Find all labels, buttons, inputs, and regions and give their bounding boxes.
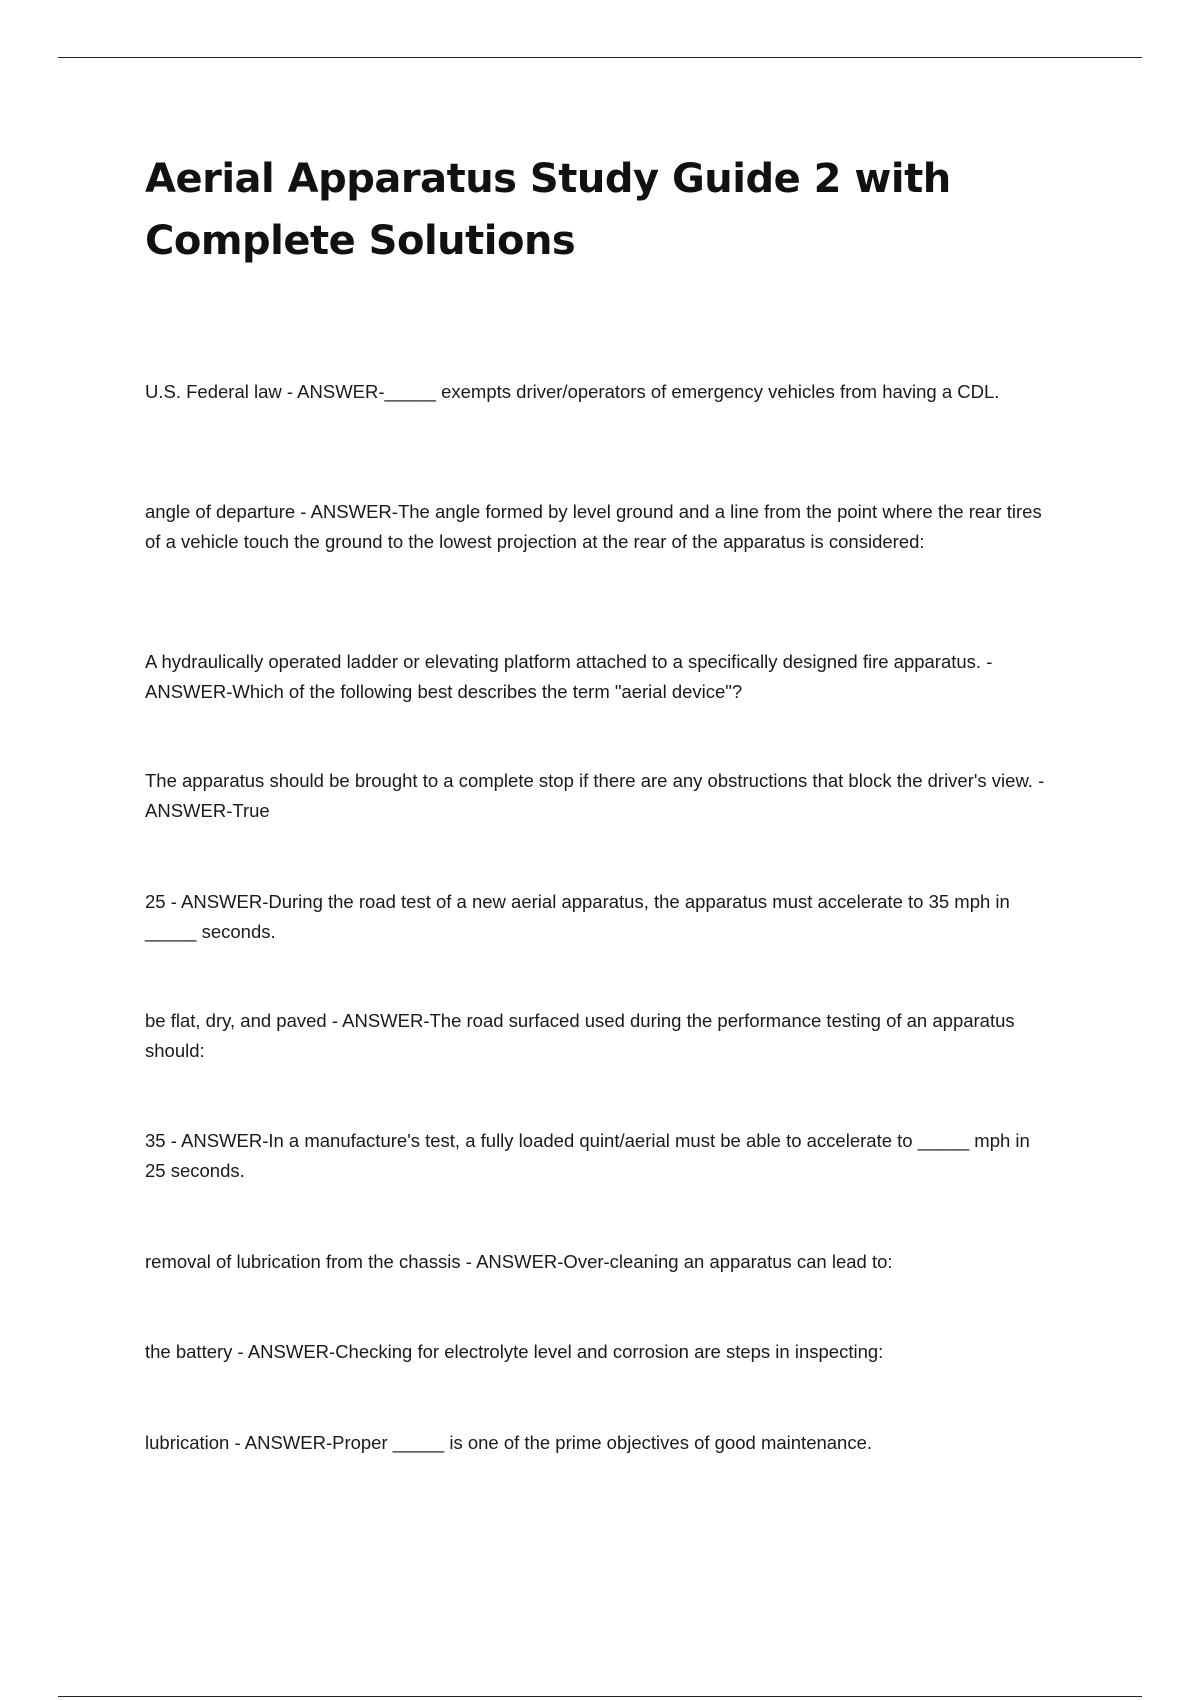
qa-item: the battery - ANSWER-Checking for electrolyte level and corrosion are steps in inspecting:: [145, 1341, 884, 1362]
qa-item: be flat, dry, and paved - ANSWER-The road surfaced used during the performance testing of an apparatus should:: [145, 1010, 1015, 1061]
qa-item: 25 - ANSWER-During the road test of a new aerial apparatus, the apparatus must accelerate to 35 mph in _____ seconds.: [145, 891, 1010, 942]
top-rule: [58, 57, 1142, 58]
qa-item: U.S. Federal law - ANSWER-_____ exempts driver/operators of emergency vehicles from having a CDL.: [145, 381, 1000, 402]
qa-item: angle of departure - ANSWER-The angle formed by level ground and a line from the point where the rear tires of a vehicle touch the ground to the lowest projection at the rear of the apparatus is considered:: [145, 501, 1042, 552]
qa-item: lubrication - ANSWER-Proper _____ is one of the prime objectives of good maintenance.: [145, 1432, 873, 1453]
bottom-rule: [58, 1696, 1142, 1697]
qa-item: A hydraulically operated ladder or elevating platform attached to a specifically designed fire apparatus. - ANSWER-Which of the following best describes the term "aerial device"?: [145, 651, 993, 702]
qa-item: 35 - ANSWER-In a manufacture's test, a fully loaded quint/aerial must be able to accelerate to _____ mph in 25 seconds.: [145, 1130, 1030, 1181]
qa-item: removal of lubrication from the chassis - ANSWER-Over-cleaning an apparatus can lead to:: [145, 1251, 893, 1272]
page-title: Aerial Apparatus Study Guide 2 with Complete Solutions: [145, 156, 951, 264]
qa-item: The apparatus should be brought to a complete stop if there are any obstructions that block the driver's view. - ANSWER-True: [145, 770, 1045, 821]
